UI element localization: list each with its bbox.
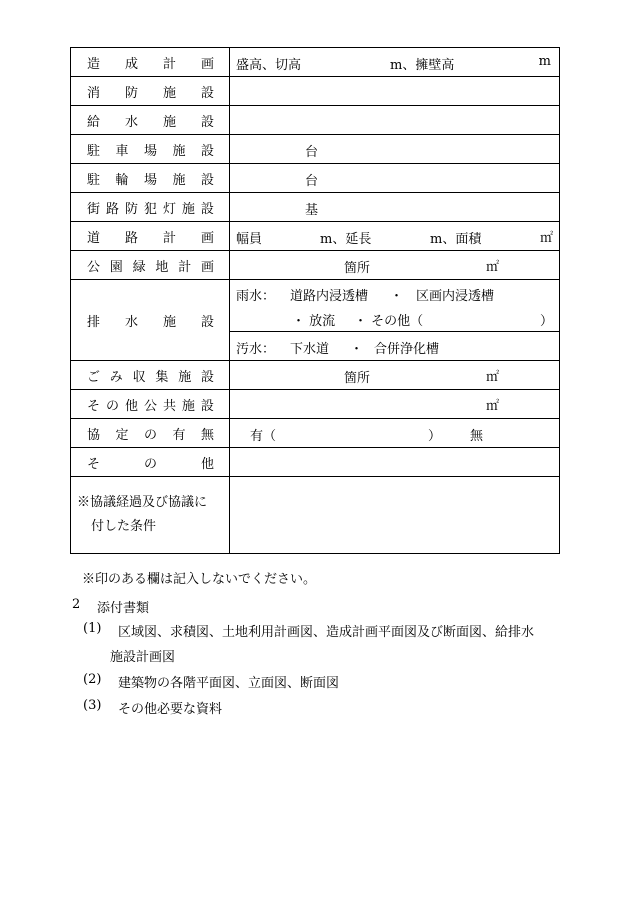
label-char: 設	[200, 143, 214, 159]
label-cell-shobo	[71, 77, 230, 106]
label-char: 成	[124, 56, 138, 72]
label-char: 排	[87, 314, 101, 330]
item-2-line1: 建築物の各階平面図、立面図、断面図	[118, 676, 340, 691]
item-2-number: (2)	[83, 672, 102, 687]
label-cell-bohan	[71, 193, 230, 222]
kyogi-line2: 付した条件	[91, 519, 157, 534]
label-char: 設	[200, 85, 214, 101]
value-cell-churin[interactable]	[230, 164, 560, 193]
label-char: 犯	[143, 201, 157, 217]
label-char: 園	[109, 259, 123, 275]
label-char: 無	[200, 427, 214, 443]
section-number: 2	[72, 597, 81, 612]
value-cell-koen[interactable]	[230, 251, 560, 280]
label-char: 有	[172, 427, 186, 443]
label-char: 造	[87, 56, 101, 72]
label-bohan	[71, 198, 229, 217]
zousei-morikiri-text: 盛高、切高	[236, 58, 302, 73]
label-char: の	[105, 398, 119, 414]
row-haisui-usui	[71, 280, 560, 332]
label-sonota	[71, 453, 229, 472]
label-cell-sonota-kokyo	[71, 390, 230, 419]
usui-sonota: ・ その他（	[354, 314, 424, 329]
osui-label: 汚水：	[236, 342, 276, 357]
label-char: 施	[162, 85, 176, 101]
row-bohan	[71, 193, 560, 222]
value-cell-bohan[interactable]	[230, 193, 560, 222]
row-kyotei	[71, 419, 560, 448]
label-char: 街	[87, 201, 101, 217]
sonota-kokyo-sqm-text: ㎡	[486, 399, 500, 414]
label-char: の	[143, 427, 157, 443]
value-cell-sonota[interactable]	[230, 448, 560, 477]
label-char: 輪	[115, 172, 129, 188]
doro-encho-text: m、延長	[320, 232, 372, 247]
label-char: 施	[181, 398, 195, 414]
label-cell-chusha	[71, 135, 230, 164]
label-char: そ	[87, 398, 101, 414]
doro-sqm-text: ㎡	[539, 231, 553, 246]
label-char: 施	[162, 314, 176, 330]
label-char: 防	[124, 201, 138, 217]
zousei-m2-text: m	[538, 54, 551, 69]
label-char: 画	[200, 56, 214, 72]
label-cell-kyusui	[71, 106, 230, 135]
koen-sqm-text: ㎡	[486, 260, 500, 275]
label-char: 集	[155, 369, 169, 385]
row-gomi	[71, 361, 560, 390]
label-churin	[71, 169, 229, 188]
gomi-kasho-text: 箇所	[344, 371, 371, 386]
label-cell-doro	[71, 222, 230, 251]
usui-doro-shintou: 道路内浸透槽	[290, 289, 369, 304]
label-chusha	[71, 140, 229, 159]
item-1-line1: 区域図、求積図、土地利用計画図、造成計画平面図及び断面図、給排水	[118, 625, 535, 640]
label-char: 計	[162, 56, 176, 72]
label-char: 共	[162, 398, 176, 414]
usui-close-paren: ）	[539, 314, 553, 329]
label-doro	[71, 227, 229, 246]
label-cell-gomi	[71, 361, 230, 390]
label-cell-kyotei	[71, 419, 230, 448]
label-char: 収	[132, 369, 146, 385]
item-3-number: (3)	[83, 698, 102, 713]
label-char: 駐	[87, 143, 101, 159]
osui-dot: ・	[350, 342, 364, 357]
value-cell-kyotei[interactable]	[230, 419, 560, 448]
row-koen	[71, 251, 560, 280]
churin-unit-text: 台	[305, 174, 319, 189]
label-cell-churin	[71, 164, 230, 193]
usui-kukaku-shintou: 区画内浸透槽	[416, 289, 495, 304]
label-char: 設	[200, 369, 214, 385]
label-char: 計	[162, 230, 176, 246]
value-cell-gomi[interactable]	[230, 361, 560, 390]
label-cell-haisui	[71, 280, 230, 361]
label-char: 設	[200, 398, 214, 414]
usui-horyu: ・ 放流	[292, 314, 336, 329]
label-char: 設	[200, 201, 214, 217]
kyotei-yu-text: 有（	[250, 429, 277, 444]
osui-gesuido: 下水道	[290, 342, 330, 357]
label-char: 水	[124, 114, 138, 130]
doro-menseki-text: m、面積	[430, 232, 482, 247]
label-char: 駐	[87, 172, 101, 188]
label-char: 施	[162, 114, 176, 130]
label-char: 計	[178, 259, 192, 275]
label-char: 路	[124, 230, 138, 246]
label-char: み	[109, 369, 123, 385]
label-char: 防	[124, 85, 138, 101]
label-koen	[71, 256, 229, 275]
row-kyogi	[71, 477, 560, 554]
footnote: ※印のある欄は記入しないでください。	[82, 572, 317, 587]
koen-kasho-text: 箇所	[344, 261, 371, 276]
label-char: 設	[200, 314, 214, 330]
label-char: 灯	[162, 201, 176, 217]
item-1-number: (1)	[83, 621, 102, 636]
label-char: 他	[200, 456, 214, 472]
label-char: 地	[155, 259, 169, 275]
kyogi-line1: ※協議経過及び協議に	[77, 495, 208, 510]
label-char: 協	[87, 427, 101, 443]
label-char: 路	[105, 201, 119, 217]
label-char: 公	[87, 259, 101, 275]
label-char: ご	[87, 369, 101, 385]
label-char: 施	[172, 143, 186, 159]
value-cell-osui[interactable]	[230, 332, 560, 361]
label-cell-kyogi	[71, 477, 230, 554]
label-kyusui	[71, 111, 229, 130]
label-char: 道	[87, 230, 101, 246]
chusha-unit-text: 台	[305, 145, 319, 160]
label-shobo	[71, 82, 229, 101]
label-sonota-kokyo	[71, 395, 229, 414]
label-char: の	[143, 456, 157, 472]
value-cell-doro[interactable]	[230, 222, 560, 251]
label-char: 公	[143, 398, 157, 414]
label-cell-zousei	[71, 48, 230, 77]
kyotei-close-paren: ）	[428, 429, 442, 444]
label-char: 画	[200, 259, 214, 275]
row-chusha	[71, 135, 560, 164]
row-sonota	[71, 448, 560, 477]
kyotei-mu-text: 無	[470, 429, 484, 444]
osui-gappei: 合併浄化槽	[374, 342, 440, 357]
section-title: 添付書類	[97, 601, 150, 616]
label-char: 画	[200, 230, 214, 246]
label-char: 場	[143, 172, 157, 188]
label-char: 施	[172, 172, 186, 188]
row-sonota-kokyo	[71, 390, 560, 419]
value-cell-usui[interactable]	[230, 280, 560, 332]
gomi-sqm-text: ㎡	[486, 370, 500, 385]
label-char: 他	[124, 398, 138, 414]
value-cell-kyusui[interactable]	[230, 106, 560, 135]
row-doro	[71, 222, 560, 251]
label-char: 設	[200, 172, 214, 188]
value-cell-chusha[interactable]	[230, 135, 560, 164]
row-shobo	[71, 77, 560, 106]
bohan-unit-text: 基	[305, 203, 319, 218]
item-3-line1: その他必要な資料	[118, 702, 223, 717]
label-char: 消	[87, 85, 101, 101]
value-cell-zousei[interactable]	[230, 48, 560, 77]
usui-label: 雨水：	[236, 289, 276, 304]
zousei-m1-text: m、擁壁高	[390, 58, 455, 73]
label-char: 施	[181, 201, 195, 217]
label-kyogi	[71, 491, 229, 539]
label-kyotei	[71, 424, 229, 443]
row-churin	[71, 164, 560, 193]
label-char: 場	[143, 143, 157, 159]
usui-dot: ・	[390, 289, 404, 304]
label-zousei	[71, 53, 229, 72]
value-cell-sonota-kokyo[interactable]	[230, 390, 560, 419]
doro-fukuin-text: 幅員	[236, 232, 263, 247]
label-char: 水	[124, 314, 138, 330]
label-cell-sonota	[71, 448, 230, 477]
label-char: 設	[200, 114, 214, 130]
label-char: 定	[115, 427, 129, 443]
row-kyusui	[71, 106, 560, 135]
item-1-line2: 施設計画図	[110, 650, 176, 665]
label-char: 車	[115, 143, 129, 159]
application-form-table	[70, 47, 560, 554]
label-char: 施	[178, 369, 192, 385]
label-char: 給	[87, 114, 101, 130]
value-cell-kyogi[interactable]	[230, 477, 560, 554]
label-gomi	[71, 366, 229, 385]
label-haisui	[71, 311, 229, 330]
label-char: 緑	[132, 259, 146, 275]
label-char: そ	[87, 456, 101, 472]
label-cell-koen	[71, 251, 230, 280]
row-zousei	[71, 48, 560, 77]
value-cell-shobo[interactable]	[230, 77, 560, 106]
